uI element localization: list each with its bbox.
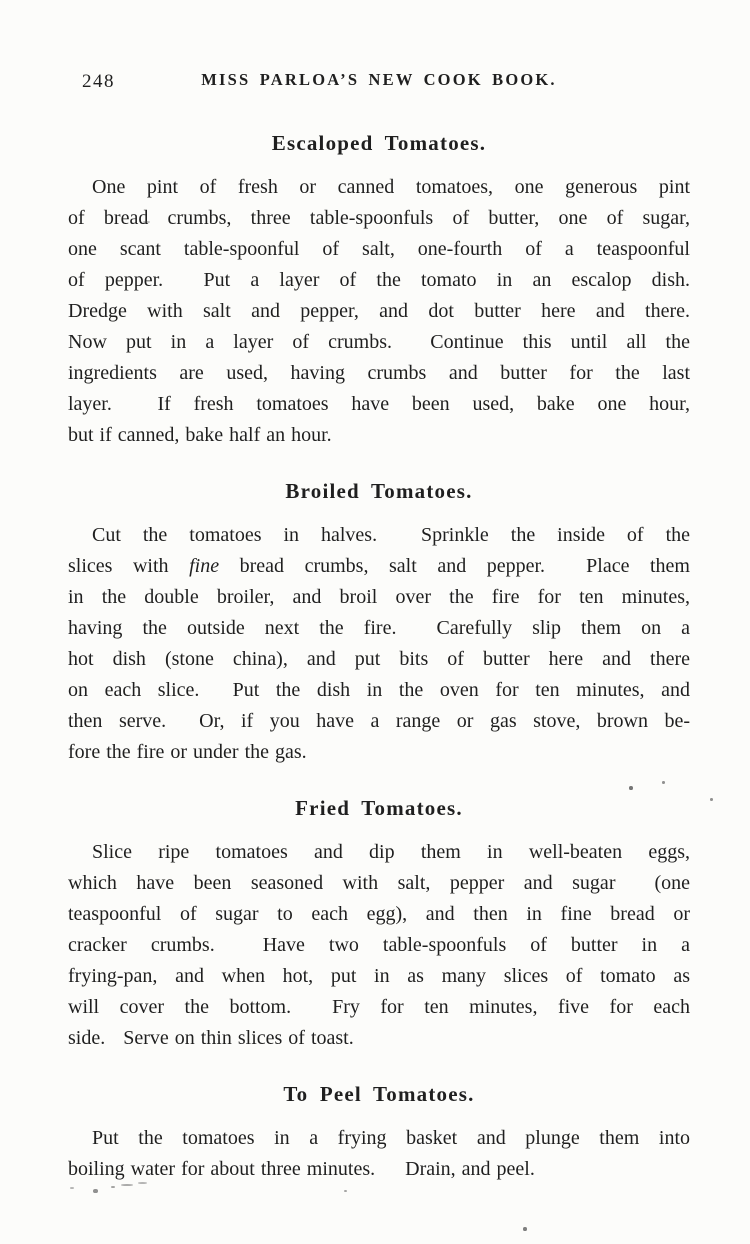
text-line: One pint of fresh or canned tomatoes, one generous pint — [92, 176, 690, 198]
text-line: having the outside next the fire. Carefully slip them on a — [68, 617, 690, 639]
text-line: teaspoonful of sugar to each egg), and then in fine bread or — [68, 903, 690, 925]
book-title: MISS PARLOA’S NEW COOK BOOK. — [201, 70, 557, 89]
recipe-paragraph — [68, 520, 690, 768]
text-line: then serve. Or, if you have a range or gas stove, brown be- — [68, 710, 690, 732]
recipe-paragraph — [68, 1123, 690, 1185]
recipe-paragraph — [68, 172, 690, 451]
text-line: will cover the bottom. Fry for ten minutes, five for each — [68, 996, 690, 1018]
scan-speck — [93, 1189, 98, 1193]
text-line: frying-pan, and when hot, put in as many slices of tomato as — [68, 965, 690, 987]
page-number: 248 — [82, 71, 115, 92]
recipe-heading: Escaloped Tomatoes. — [271, 131, 487, 155]
text-line: Slice ripe tomatoes and dip them in well-beaten eggs, — [92, 841, 690, 863]
text-line: slices with fine bread crumbs, salt and pepper. Place them — [68, 555, 690, 577]
text-line: Put the tomatoes in a frying basket and plunge them into — [92, 1127, 690, 1149]
recipe-section-to-peel-tomatoes — [68, 1081, 690, 1185]
running-header — [68, 70, 690, 94]
scan-speck — [70, 1187, 74, 1189]
scan-speck — [710, 798, 713, 801]
recipe-section-escaloped-tomatoes — [68, 130, 690, 451]
text-line: of pepper. Put a layer of the tomato in an escalop dish. — [68, 269, 690, 291]
text-line: hot dish (stone china), and put bits of butter here and there — [68, 648, 690, 670]
recipe-heading: Broiled Tomatoes. — [285, 479, 473, 503]
text-line: of bread crumbs, three table-spoonfuls of butter, one of sugar, — [68, 207, 690, 229]
recipe-heading: Fried Tomatoes. — [295, 796, 463, 820]
text-line: ingredients are used, having crumbs and butter for the last — [68, 362, 690, 384]
text-line: one scant table-spoonful of salt, one-fourth of a teaspoonful — [68, 238, 690, 260]
text-line: boiling water for about three minutes. Drain, and peel. — [68, 1158, 535, 1180]
scan-speck — [629, 786, 633, 790]
text-line: which have been seasoned with salt, pepper and sugar (one — [68, 872, 690, 894]
recipe-section-broiled-tomatoes — [68, 478, 690, 768]
recipe-heading: To Peel Tomatoes. — [283, 1082, 475, 1106]
text-line: cracker crumbs. Have two table-spoonfuls of butter in a — [68, 934, 690, 956]
text-line: fore the fire or under the gas. — [68, 741, 307, 763]
recipe-section-fried-tomatoes — [68, 795, 690, 1054]
scan-speck — [121, 1184, 133, 1186]
text-line: but if canned, bake half an hour. — [68, 424, 332, 446]
recipe-paragraph — [68, 837, 690, 1054]
text-line: layer. If fresh tomatoes have been used, bake one hour, — [68, 393, 690, 415]
text-line: in the double broiler, and broil over the fire for ten minutes, — [68, 586, 690, 608]
text-line: Now put in a layer of crumbs. Continue this until all the — [68, 331, 690, 353]
text-line: side. Serve on thin slices of toast. — [68, 1027, 354, 1049]
scan-speck — [143, 221, 150, 223]
scan-speck — [523, 1227, 527, 1231]
text-line: Cut the tomatoes in halves. Sprinkle the inside of the — [92, 524, 690, 546]
scan-speck — [344, 1190, 347, 1192]
text-line: on each slice. Put the dish in the oven for ten minutes, and — [68, 679, 690, 701]
text-line: Dredge with salt and pepper, and dot butter here and there. — [68, 300, 690, 322]
scan-speck — [111, 1186, 115, 1188]
scan-speck — [662, 781, 665, 784]
scan-speck — [138, 1182, 147, 1184]
page-content — [68, 0, 690, 1185]
